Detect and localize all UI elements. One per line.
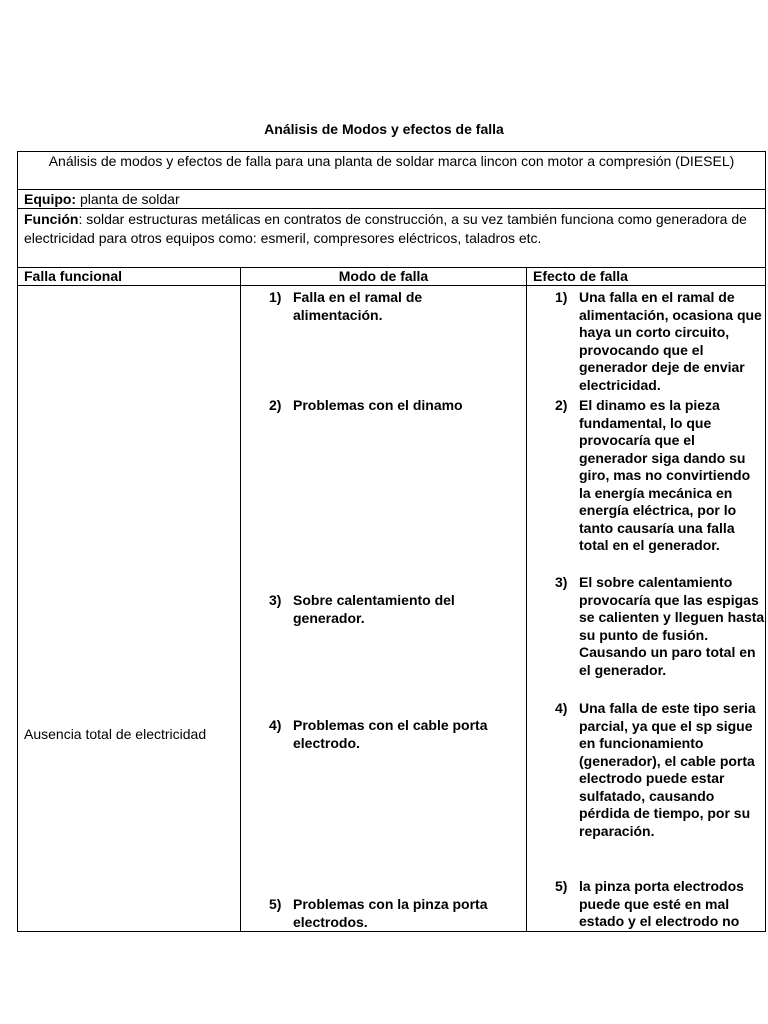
item-number: 5)	[269, 896, 282, 912]
item-number: 2)	[555, 397, 568, 413]
funcion-row	[18, 209, 765, 267]
item-number: 4)	[269, 717, 282, 733]
funcion-value: : soldar estructuras metálicas en contratos de construcción, a su vez también funciona como generadora de electricidad para otros equipos como: esmeril, compresores eléctricos, taladros etc.	[24, 211, 747, 246]
header-modo-de-falla: Modo de falla	[241, 268, 527, 285]
item-text: Una falla en el ramal de alimentación, ocasiona que haya un corto circuito, provocando que el generador deje de enviar electricidad.	[579, 289, 762, 393]
header-efecto-de-falla: Efecto de falla	[533, 268, 628, 284]
item-text: Problemas con el dinamo	[293, 397, 463, 413]
equipo-value: planta de soldar	[76, 191, 180, 207]
table-subtitle-row	[18, 152, 765, 190]
falla-funcional-text: Ausencia total de electricidad	[24, 726, 207, 742]
table-body-row	[18, 286, 765, 931]
item-number: 1)	[269, 289, 282, 305]
item-text: El sobre calentamiento provocaría que las espigas se calienten y lleguen hasta su punto de fusión. Causando un paro total en el generador.	[579, 574, 765, 678]
item-text: Problemas con la pinza porta electrodos.	[293, 896, 488, 930]
efecto-de-falla-cell	[527, 286, 765, 931]
equipo-label: Equipo:	[24, 191, 77, 207]
table-subtitle: Análisis de modos y efectos de falla para una planta de soldar marca lincon con motor a compresión (DIESEL)	[48, 153, 735, 169]
item-text: la pinza porta electrodos puede que esté en mal estado y el electrodo no	[579, 878, 744, 929]
item-text: Problemas con el cable porta electrodo.	[293, 717, 488, 751]
document-title: Análisis de Modos y efectos de falla	[264, 121, 504, 137]
item-text: Falla en el ramal de alimentación.	[293, 289, 423, 323]
table-header-row	[18, 267, 765, 286]
item-number: 2)	[269, 397, 282, 413]
item-text: Una falla de este tipo seria parcial, ya que el sp sigue en funcionamiento (generador), el cable porta electrodo puede estar sulfatado, causando pérdida de tiempo, por su reparación.	[579, 700, 756, 839]
list-item	[555, 700, 765, 840]
item-number: 5)	[555, 878, 568, 894]
header-falla-funcional: Falla funcional	[18, 268, 241, 285]
item-number: 4)	[555, 700, 568, 716]
item-number: 1)	[555, 289, 568, 305]
funcion-label: Función	[24, 211, 79, 227]
item-text: El dinamo es la pieza fundamental, lo que provocaría que el generador siga dando su giro, mas no convirtiendo la energía mecánica en energía eléctrica, por lo tanto causaría una falla total en el generador.	[579, 397, 751, 553]
list-item	[269, 397, 509, 415]
list-item	[555, 574, 765, 679]
list-item	[555, 878, 765, 931]
list-item	[269, 896, 509, 931]
list-item	[555, 289, 765, 394]
list-item	[269, 592, 509, 627]
list-item	[269, 717, 509, 752]
list-item	[269, 289, 509, 324]
falla-funcional-cell	[18, 286, 241, 931]
fmea-table	[17, 151, 766, 932]
modo-de-falla-cell	[241, 286, 527, 931]
item-number: 3)	[555, 574, 568, 590]
item-number: 3)	[269, 592, 282, 608]
equipo-row	[18, 190, 765, 209]
list-item	[555, 397, 765, 555]
item-text: Sobre calentamiento del generador.	[293, 592, 455, 626]
